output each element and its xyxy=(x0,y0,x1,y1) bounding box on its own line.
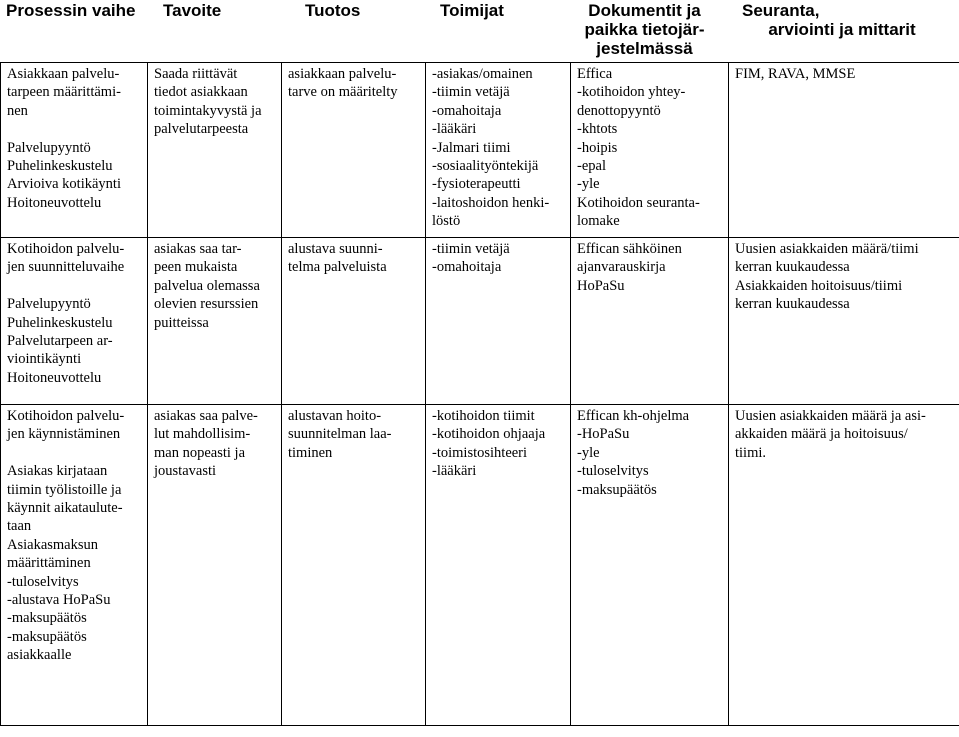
cell-line: Asiakasmaksun xyxy=(7,536,99,553)
cell-line: lomake xyxy=(577,213,620,230)
cell-line xyxy=(7,120,141,138)
cell-line: Kotihoidon palvelu- xyxy=(7,241,125,257)
header-seuranta-line: Seuranta, xyxy=(742,1,820,20)
cell-line: -tuloselvitys xyxy=(7,573,79,590)
cell-dokumentit xyxy=(571,238,729,405)
cell-line: -omahoitaja xyxy=(432,259,502,276)
cell-line: tiedot asiakkaan xyxy=(154,84,248,101)
cell-line: lut mahdollisim- xyxy=(154,426,251,443)
cell-line: Asiakkaan palvelu- xyxy=(7,66,120,82)
cell-line: alustavan hoito- xyxy=(288,408,382,424)
cell-line: -yle xyxy=(577,444,600,461)
cell-line: löstö xyxy=(432,213,461,230)
cell-line: -tiimin vetäjä xyxy=(432,84,510,101)
cell-line: Asiakas kirjataan xyxy=(7,463,108,480)
table-row xyxy=(1,405,959,726)
cell-line: suunnitelman laa- xyxy=(288,426,392,443)
cell-toimijat xyxy=(426,238,571,405)
table-row xyxy=(1,238,959,405)
cell-line: man nopeasti ja xyxy=(154,444,246,461)
cell-line: Puhelinkeskustelu xyxy=(7,158,113,175)
cell-line: -laitoshoidon henki- xyxy=(432,194,550,211)
cell-line: taan xyxy=(7,518,32,535)
cell-line: Hoitoneuvottelu xyxy=(7,194,102,211)
cell-tavoite xyxy=(148,238,282,405)
cell-prosessin-vaihe xyxy=(1,63,148,238)
cell-line: Kotihoidon palvelu- xyxy=(7,408,125,424)
cell-line: asiakkaan palvelu- xyxy=(288,66,397,82)
cell-line: -asiakas/omainen xyxy=(432,66,533,82)
cell-line: telma palveluista xyxy=(288,259,387,276)
cell-seuranta xyxy=(729,405,959,726)
cell-line: tarpeen määrittämi- xyxy=(7,84,121,101)
cell-line: -lääkäri xyxy=(432,463,477,480)
header-dokumentit-line: Dokumentit ja xyxy=(588,1,701,20)
cell-line: -alustava HoPaSu xyxy=(7,592,111,609)
cell-prosessin-vaihe xyxy=(1,238,148,405)
cell-line: kerran kuukaudessa xyxy=(735,259,850,276)
cell-line: FIM, RAVA, MMSE xyxy=(735,66,856,82)
cell-line: tarve on määritelty xyxy=(288,84,398,101)
cell-prosessin-vaihe xyxy=(1,405,148,726)
cell-line: -sosiaalityöntekijä xyxy=(432,158,539,175)
cell-line: Uusien asiakkaiden määrä/tiimi xyxy=(735,241,919,257)
header-prosessin-vaihe: Prosessin vaihe xyxy=(6,1,136,20)
cell-tuotos xyxy=(282,63,426,238)
cell-line: Hoitoneuvottelu xyxy=(7,369,102,386)
cell-line: olevien resurssien xyxy=(154,296,259,313)
header-tavoite: Tavoite xyxy=(163,1,222,20)
table-header xyxy=(0,0,959,62)
cell-line: Palvelupyyntö xyxy=(7,139,91,156)
cell-line: -yle xyxy=(577,176,600,193)
cell-line: -lääkäri xyxy=(432,121,477,138)
cell-line: Effican kh-ohjelma xyxy=(577,408,690,424)
header-dokumentit-line: jestelmässä xyxy=(596,39,693,58)
cell-line: Palvelupyyntö xyxy=(7,296,91,313)
cell-line: puitteissa xyxy=(154,314,209,331)
cell-line: palvelua olemassa xyxy=(154,277,260,294)
cell-line: -tuloselvitys xyxy=(577,463,649,480)
cell-line: -maksupäätös xyxy=(577,481,657,498)
cell-line: jen käynnistäminen xyxy=(7,426,121,443)
header-dokumentit xyxy=(572,1,717,58)
cell-line: -omahoitaja xyxy=(432,102,502,119)
cell-line: asiakas saa palve- xyxy=(154,408,258,424)
cell-line: toimintakyvystä ja xyxy=(154,102,262,119)
cell-toimijat xyxy=(426,405,571,726)
cell-line xyxy=(7,444,141,462)
cell-line: alustava suunni- xyxy=(288,241,383,257)
cell-line: Effica xyxy=(577,66,613,82)
cell-tavoite xyxy=(148,63,282,238)
cell-line: Kotihoidon seuranta- xyxy=(577,194,700,211)
cell-line: denottopyyntö xyxy=(577,102,661,119)
cell-line: -hoipis xyxy=(577,139,618,156)
cell-line: Arvioiva kotikäynti xyxy=(7,176,121,193)
cell-line: Puhelinkeskustelu xyxy=(7,314,113,331)
cell-line: -kotihoidon ohjaaja xyxy=(432,426,546,443)
table-row xyxy=(1,63,959,238)
header-seuranta xyxy=(726,1,958,39)
cell-line: -maksupäätös xyxy=(7,610,87,627)
cell-line: -toimistosihteeri xyxy=(432,444,528,461)
cell-dokumentit xyxy=(571,63,729,238)
cell-line: HoPaSu xyxy=(577,277,625,294)
cell-line: asiakas saa tar- xyxy=(154,241,242,257)
cell-line: tiimi. xyxy=(735,444,767,461)
cell-line: käynnit aikataulute- xyxy=(7,500,123,517)
header-tuotos: Tuotos xyxy=(305,1,361,20)
cell-line: -HoPaSu xyxy=(577,426,630,443)
cell-dokumentit xyxy=(571,405,729,726)
cell-line: nen xyxy=(7,102,28,119)
cell-line: -khtots xyxy=(577,121,618,138)
cell-line: Uusien asiakkaiden määrä ja asi- xyxy=(735,408,926,424)
process-table xyxy=(0,62,959,726)
cell-toimijat xyxy=(426,63,571,238)
cell-line: Effican sähköinen xyxy=(577,241,682,257)
cell-line: ajanvarauskirja xyxy=(577,259,666,276)
cell-line: -kotihoidon tiimit xyxy=(432,408,535,424)
cell-line: akkaiden määrä ja hoitoisuus/ xyxy=(735,426,908,443)
cell-seuranta xyxy=(729,238,959,405)
cell-tuotos xyxy=(282,405,426,726)
cell-line: timinen xyxy=(288,444,333,461)
cell-line: kerran kuukaudessa xyxy=(735,296,850,313)
cell-line: -kotihoidon yhtey- xyxy=(577,84,686,101)
cell-line: palvelutarpeesta xyxy=(154,121,249,138)
cell-line xyxy=(7,277,141,295)
cell-tavoite xyxy=(148,405,282,726)
cell-line: tiimin työlistoille ja xyxy=(7,481,122,498)
cell-seuranta xyxy=(729,63,959,238)
cell-line: määrittäminen xyxy=(7,555,91,572)
cell-line: peen mukaista xyxy=(154,259,238,276)
cell-line: Saada riittävät xyxy=(154,66,238,82)
cell-tuotos xyxy=(282,238,426,405)
header-seuranta-line: arviointi ja mittarit xyxy=(768,20,916,39)
cell-line: -fysioterapeutti xyxy=(432,176,521,193)
cell-line: joustavasti xyxy=(154,463,217,480)
cell-line: asiakkaalle xyxy=(7,647,72,664)
cell-line: Palvelutarpeen ar- xyxy=(7,333,113,350)
cell-line: Asiakkaiden hoitoisuus/tiimi xyxy=(735,277,903,294)
cell-line: -tiimin vetäjä xyxy=(432,241,510,257)
header-dokumentit-line: paikka tietojär- xyxy=(584,20,705,39)
cell-line: viointikäynti xyxy=(7,351,82,368)
header-toimijat: Toimijat xyxy=(440,1,504,20)
cell-line: -epal xyxy=(577,158,606,175)
cell-line: -maksupäätös xyxy=(7,628,87,645)
cell-line: jen suunnitteluvaihe xyxy=(7,259,125,276)
cell-line: -Jalmari tiimi xyxy=(432,139,511,156)
